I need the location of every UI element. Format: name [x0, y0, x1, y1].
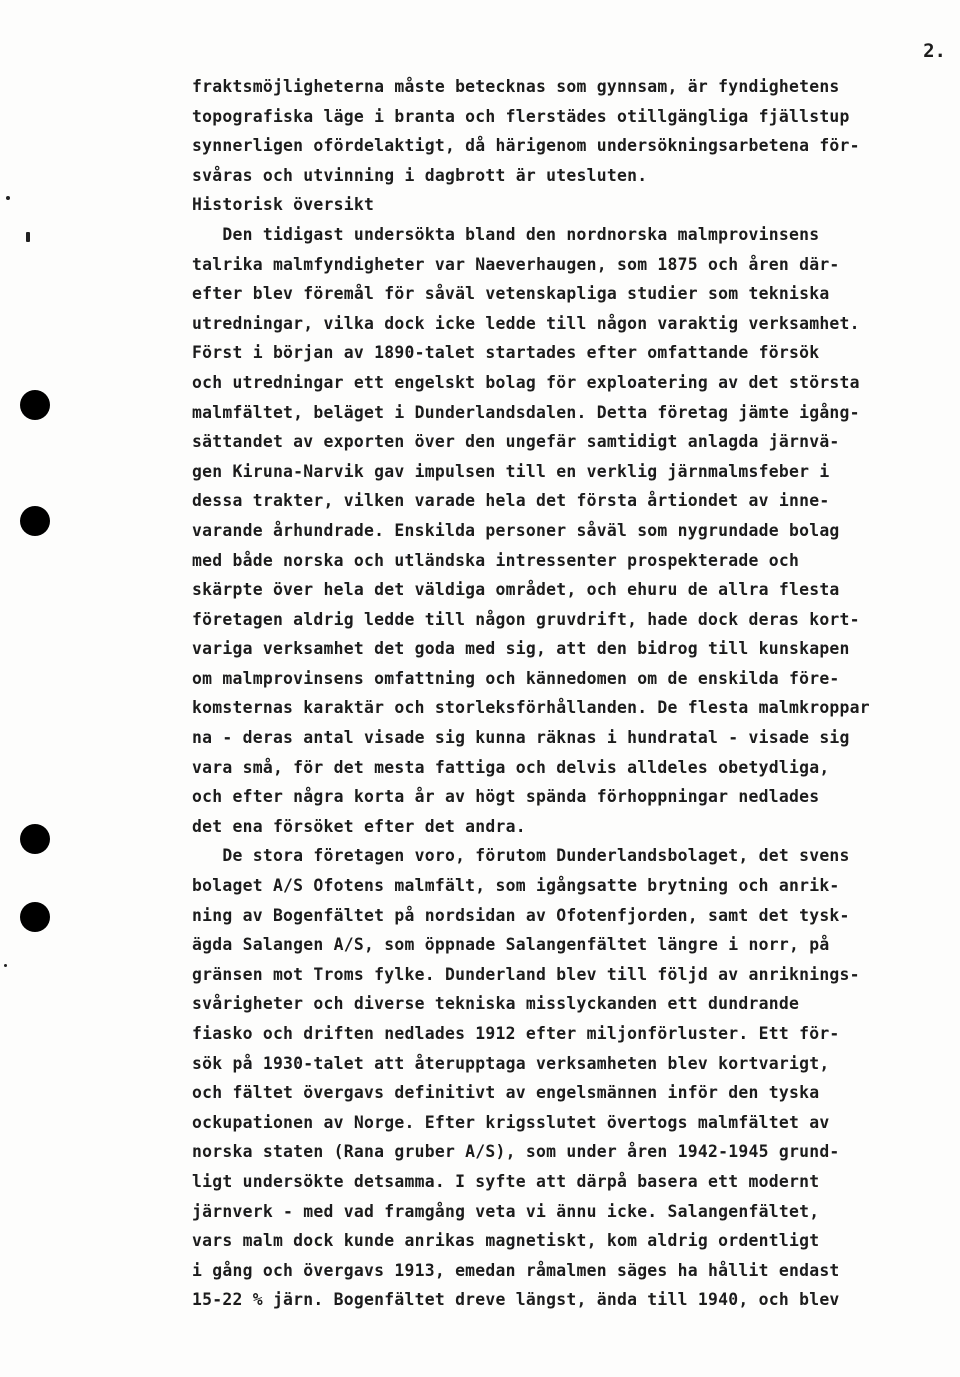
text-line: dessa trakter, vilken varade hela det första årtiondet av inne- [192, 491, 830, 511]
text-line: vars malm dock kunde anrikas magnetiskt, kom aldrig ordentligt [192, 1231, 820, 1251]
punch-hole-3 [20, 824, 50, 854]
text-line: sättandet av exporten över den ungefär samtidigt anlagda järnvä- [192, 432, 840, 452]
scan-speck [4, 964, 7, 967]
text-line: gen Kiruna-Narvik gav impulsen till en verklig järnmalmsfeber i [192, 461, 830, 481]
punch-hole-1 [20, 390, 50, 420]
text-line: ligt undersökte detsamma. I syfte att därpå basera ett modernt [192, 1171, 820, 1191]
scan-speck [6, 196, 10, 200]
text-line: företagen aldrig ledde till någon gruvdrift, hade dock deras kort- [192, 609, 860, 629]
text-line: varande århundrade. Enskilda personer såväl som nygrundade bolag [192, 520, 840, 540]
text-line: järnverk - med vad framgång veta vi ännu icke. Salangenfältet, [192, 1201, 820, 1221]
text-line: malmfältet, beläget i Dunderlandsdalen. Detta företag jämte igång- [192, 402, 860, 422]
text-line: skärpte över hela det väldiga området, och ehuru de allra flesta [192, 580, 840, 600]
text-line: 15-22 % järn. Bogenfältet dreve längst, ända till 1940, och blev [192, 1290, 840, 1310]
text-line: och efter några korta år av högt spända förhoppningar nedlades [192, 787, 820, 807]
text-line: och utredningar ett engelskt bolag för exploatering av det största [192, 372, 860, 392]
text-line: efter blev föremål för såväl vetenskapliga studier som tekniska [192, 284, 830, 304]
punch-hole-4 [20, 902, 50, 932]
text-line: sök på 1930-talet att återupptaga verksamheten blev kortvarigt, [192, 1053, 830, 1073]
text-line: Den tidigast undersökta bland den nordnorska malmprovinsens [192, 224, 820, 244]
text-line: fraktsmöjligheterna måste betecknas som gynnsam, är fyndighetens [192, 77, 840, 96]
text-line: talrika malmfyndigheter var Naeverhaugen, som 1875 och åren där- [192, 254, 840, 274]
text-line: Först i början av 1890-talet startades efter omfattande försök [192, 343, 820, 363]
text-line: ockupationen av Norge. Efter krigsslutet övertogs malmfältet av [192, 1112, 830, 1132]
section-heading: Historisk översikt [192, 195, 375, 215]
text-line: utredningar, vilka dock icke ledde till någon varaktig verksamhet. [192, 313, 860, 333]
text-line: gränsen mot Troms fylke. Dunderland blev till följd av anriknings- [192, 964, 860, 984]
text-line: De stora företagen voro, förutom Dunderlandsbolaget, det svens [192, 846, 850, 866]
text-line: ning av Bogenfältet på nordsidan av Ofotenfjorden, samt det tysk- [192, 905, 850, 925]
text-line: om malmprovinsens omfattning och kännedomen om de enskilda före- [192, 668, 840, 688]
text-line: det ena försöket efter det andra. [192, 816, 526, 836]
text-line: norska staten (Rana gruber A/S), som under åren 1942-1945 grund- [192, 1142, 840, 1162]
scan-speck [26, 232, 30, 242]
text-line: ägda Salangen A/S, som öppnade Salangenfältet längre i norr, på [192, 935, 830, 955]
text-line: bolaget A/S Ofotens malmfält, som igångsatte brytning och anrik- [192, 876, 840, 896]
page-number: 2. [923, 40, 946, 62]
body-text [192, 72, 944, 1315]
text-line: komsternas karaktär och storleksförhållanden. De flesta malmkroppar [192, 698, 870, 718]
text-line: na - deras antal visade sig kunna räknas i hundratal - visade sig [192, 728, 850, 748]
text-line: variga verksamhet det goda med sig, att den bidrog till kunskapen [192, 639, 850, 659]
text-line: och fältet övergavs definitivt av engelsmännen inför den tyska [192, 1083, 820, 1103]
text-line: synnerligen ofördelaktigt, då härigenom undersökningsarbetena för- [192, 136, 860, 156]
text-line: svåras och utvinning i dagbrott är utesluten. [192, 165, 648, 185]
punch-hole-2 [20, 506, 50, 536]
text-line: svårigheter och diverse tekniska misslyckanden ett dundrande [192, 994, 800, 1014]
text-line: fiasko och driften nedlades 1912 efter miljonförluster. Ett för- [192, 1024, 840, 1043]
text-line: i gång och övergavs 1913, emedan råmalmen säges ha hållit endast [192, 1260, 840, 1280]
text-line: topografiska läge i branta och flerstädes otillgängliga fjällstup [192, 106, 850, 126]
text-line: vara små, för det mesta fattiga och delvis alldeles obetydliga, [192, 757, 830, 777]
text-line: med både norska och utländska intressenter prospekterade och [192, 550, 800, 570]
